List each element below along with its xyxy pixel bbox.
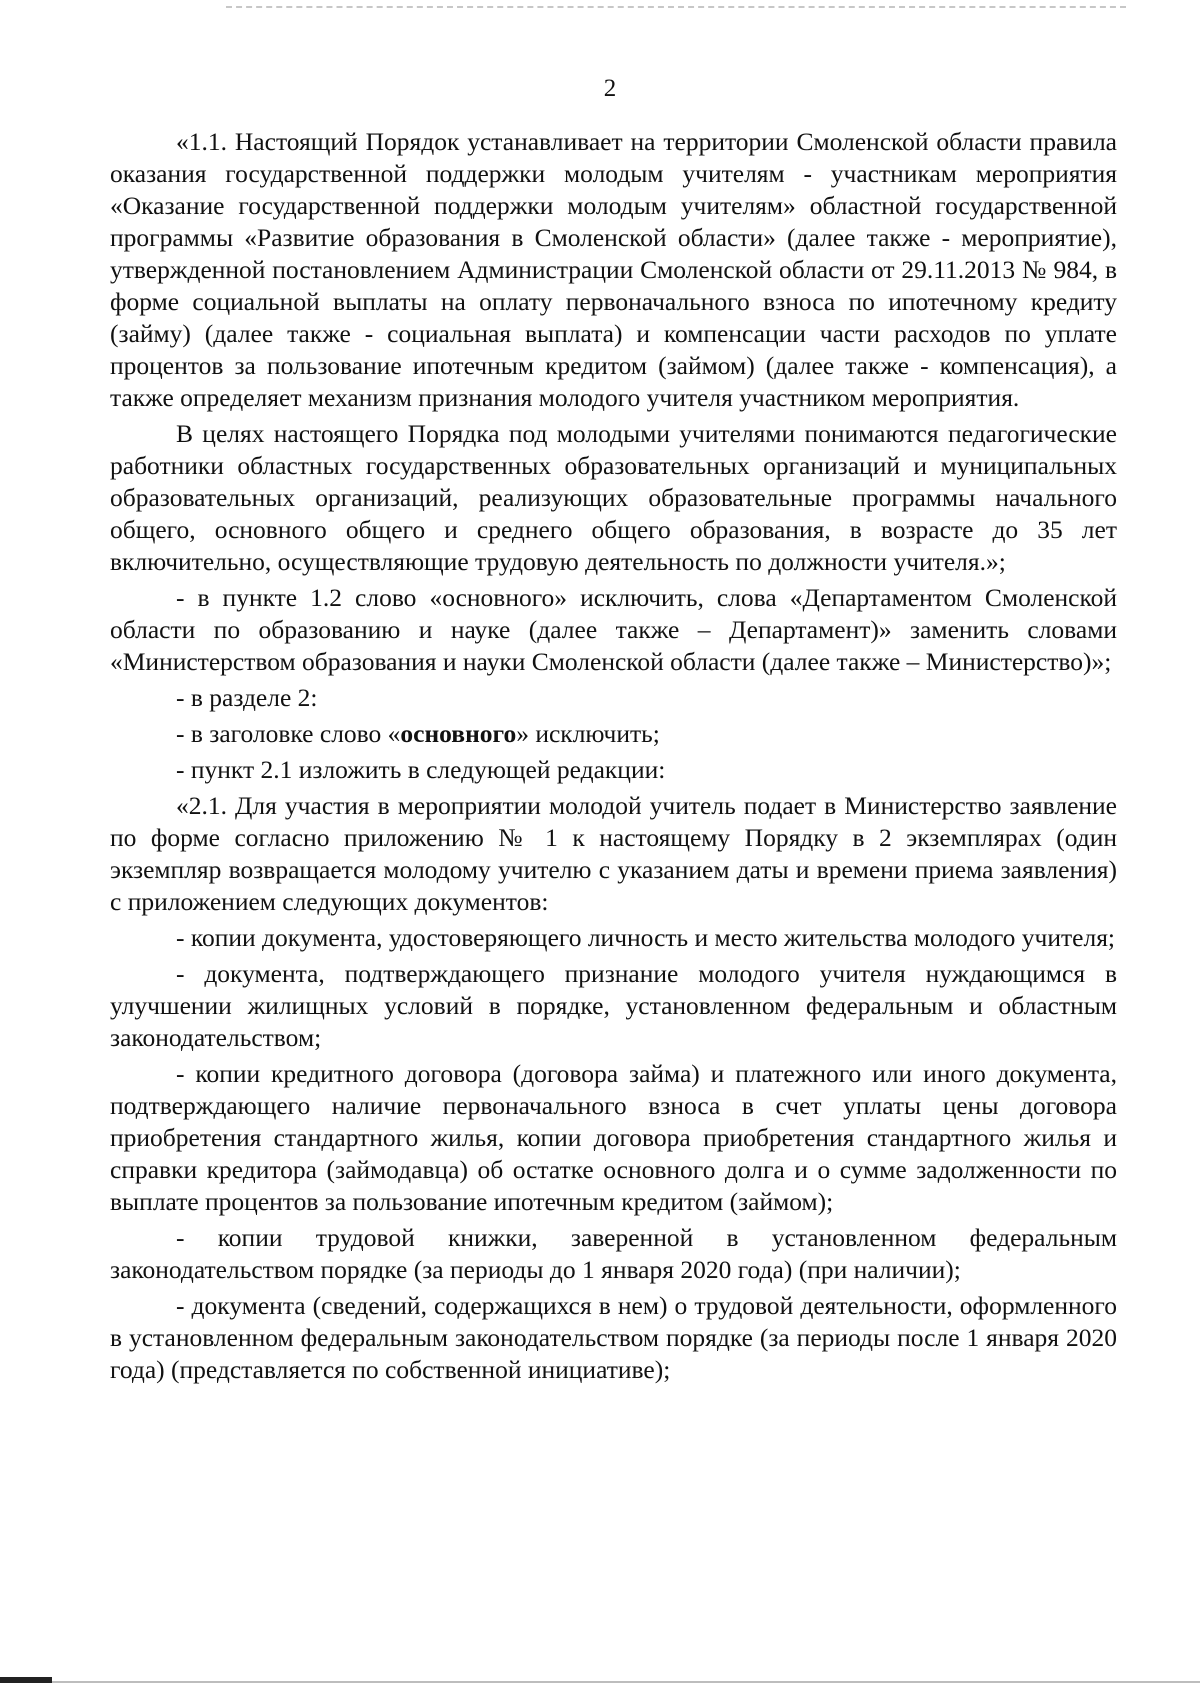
scan-edge-bottom [0, 1681, 1200, 1683]
scan-edge-top [226, 6, 1126, 8]
paragraph-heading-change [110, 718, 1117, 750]
heading-change-prefix: - в заголовке слово « [176, 719, 401, 748]
paragraph-1-1: «1.1. Настоящий Порядок устанавливает на территории Смоленской области правила оказания государственной поддержки молодым учителям - участникам мероприятия «Оказание государственной поддержки молодым учителям» областной государственной программы «Развитие образования в Смоленской области» (далее также - мероприятие), утвержденной постановлением Администрации Смоленской области от 29.11.2013 № 984, в форме социальной выплаты на оплату первоначального взноса по ипотечному кредиту (займу) (далее также - социальная выплата) и компенсации части расходов по уплате процентов за пользование ипотечным кредитом (займом) (далее также - компенсация), а также определяет механизм признания молодого учителя участником мероприятия. [110, 127, 1117, 412]
heading-change-suffix: » исключить; [516, 719, 660, 748]
paragraph-item-2-1-intro: - пункт 2.1 изложить в следующей редакции: [176, 755, 666, 784]
list-item-employment-record: - копии трудовой книжки, заверенной в установленном федеральным законодательством порядке (за периоды до 1 января 2020 года) (при наличии); [110, 1223, 1117, 1284]
document-body [110, 126, 1117, 1386]
list-item-credit-agreement: - копии кредитного договора (договора займа) и платежного или иного документа, подтверждающего наличие первоначального взноса в счет уплаты цены договора приобретения стандартного жилья, копии договора приобретения стандартного жилья и справки кредитора (займодавца) об остатке основного долга и о сумме задолженности по выплате процентов за пользование ипотечным кредитом (займом); [110, 1059, 1117, 1216]
page-number: 2 [603, 75, 617, 102]
bold-word: основного [400, 719, 517, 748]
paragraph-item-1-2: - в пункте 1.2 слово «основного» исключить, слова «Департаментом Смоленской области по образованию и науке (далее также – Департамент)» заменить словами «Министерством образования и науки Смоленской области (далее также – Министерство)»; [110, 583, 1117, 676]
paragraph-section-2: - в разделе 2: [176, 683, 318, 712]
list-item-housing-need-document: - документа, подтверждающего признание молодого учителя нуждающимся в улучшении жилищных условий в порядке, установленном федеральным и областным законодательством; [110, 959, 1117, 1052]
paragraph-definition: В целях настоящего Порядка под молодыми учителями понимаются педагогические работники областных государственных образовательных организаций и муниципальных образовательных организаций, реализующих образовательные программы начального общего, основного общего и среднего общего образования, в возрасте до 35 лет включительно, осуществляющие трудовую деятельность по должности учителя.»; [110, 419, 1117, 576]
scan-mark [0, 1677, 52, 1683]
paragraph-item-2-1: «2.1. Для участия в мероприятии молодой учитель подает в Министерство заявление по форме согласно приложению № 1 к настоящему Порядку в 2 экземплярах (один экземпляр возвращается молодому учителю с указанием даты и времени приема заявления) с приложением следующих документов: [110, 791, 1117, 916]
list-item-identity-document: - копии документа, удостоверяющего личность и место жительства молодого учителя; [176, 923, 1116, 952]
list-item-employment-info: - документа (сведений, содержащихся в нем) о трудовой деятельности, оформленного в установленном федеральным законодательством порядке (за периоды после 1 января 2020 года) (представляется по собственной инициативе); [110, 1291, 1117, 1384]
